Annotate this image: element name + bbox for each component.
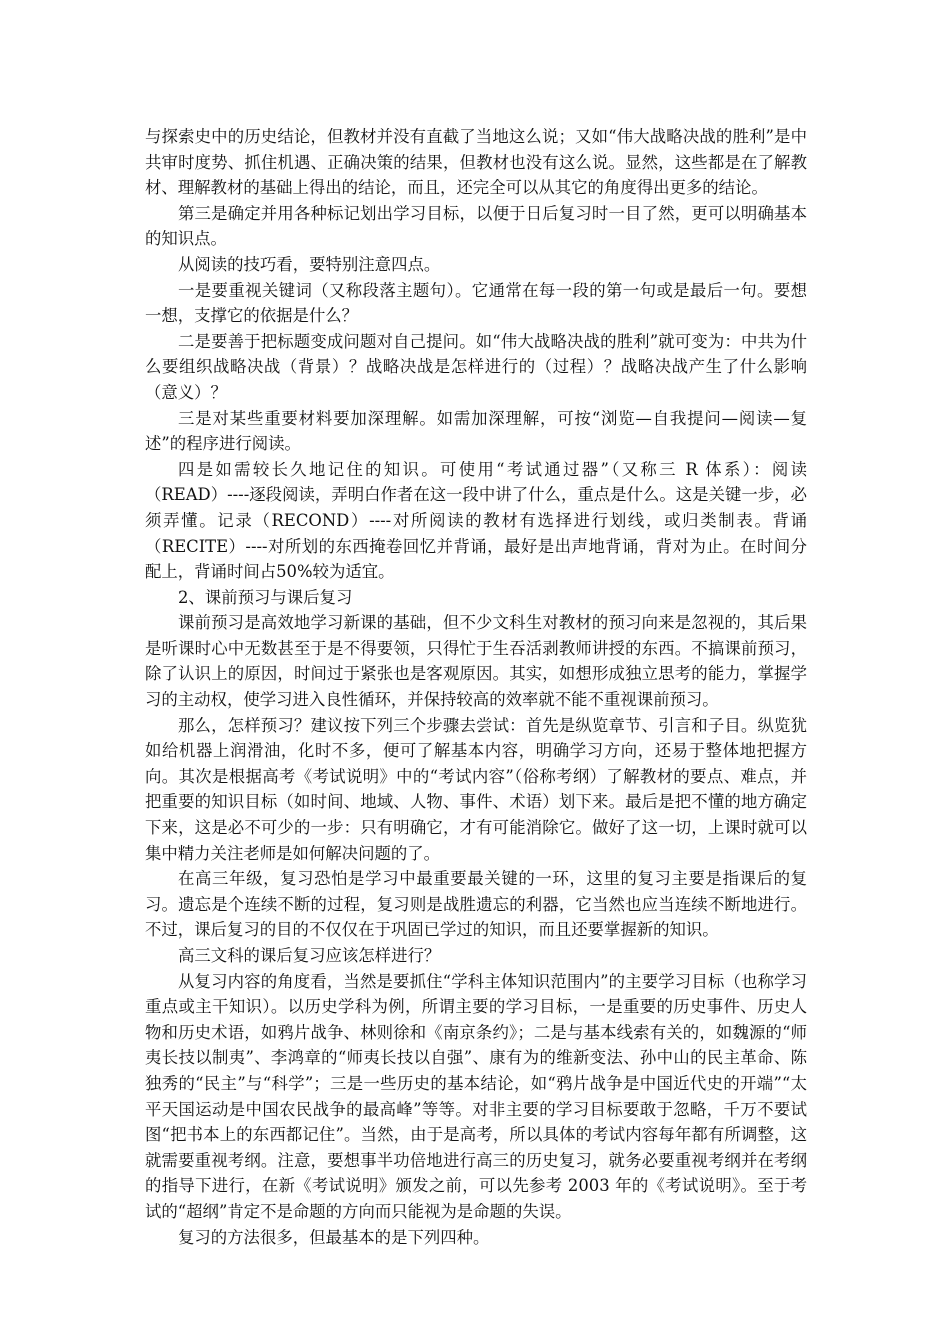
- paragraph-9: 课前预习是高效地学习新课的基础，但不少文科生对教材的预习向来是忽视的，其后果是听课时心中无数甚至于是不得要领，只得忙于生吞活剥教师讲授的东西。不搞课前预习，除了认识上的原因，时间过于紧张也是客观原因。其实，如想形成独立思考的能力，掌握学习的主动权，使学习进入良性循环，并保持较高的效率就不能不重视课前预习。: [145, 613, 807, 710]
- paragraph-4: 一是要重视关键词（又称段落主题句）。它通常在每一段的第一句或是最后一句。要想一想，支撑它的依据是什么？: [145, 280, 807, 326]
- paragraph-3: 从阅读的技巧看，要特别注意四点。: [178, 254, 441, 274]
- paragraph-1: 与探索史中的历史结论，但教材并没有直截了当地这么说；又如“伟大战略决战的胜利”是中共审时度势、抓住机遇、正确决策的结果，但教材也没有这么说。显然，这些都是在了解教材、理解教材的基础上得出的结论，而且，还完全可以从其它的角度得出更多的结论。: [145, 127, 807, 198]
- paragraph-7: 四是如需较长久地记住的知识。可使用“考试通过器”（又称三 R 体系）：阅读（READ）----逐段阅读，弄明白作者在这一段中讲了什么，重点是什么。这是关键一步，必须弄懂。记录（RECOND）----对所阅读的教材有选择进行划线，或归类制表。背诵（RECITE）----对所划的东西掩卷回忆并背诵，最好是出声地背诵，背对为止。在时间分配上，背诵时间占50%较为适宜。: [145, 459, 807, 582]
- paragraph-12: 高三文科的课后复习应该怎样进行？: [178, 946, 441, 965]
- paragraph-14: 复习的方法很多，但最基本的是下列四种。: [178, 1227, 490, 1247]
- paragraph-2: 第三是确定并用各种标记划出学习目标，以便于日后复习时一目了然，更可以明确基本的知识点。: [145, 203, 807, 249]
- paragraph-5: 二是要善于把标题变成问题对自己提问。如“伟大战略决战的胜利”就可变为：中共为什么要组织战略决战（背景）？战略决战是怎样进行的（过程）？战略决战产生了什么影响（意义）？: [145, 331, 807, 402]
- paragraph-11: 在高三年级，复习恐怕是学习中最重要最关键的一环，这里的复习主要是指课后的复习。遗忘是个连续不断的过程，复习则是战胜遗忘的利器，它当然也应当连续不断地进行。不过，课后复习的目的不仅仅在于巩固已学过的知识，而且还要掌握新的知识。: [145, 869, 807, 940]
- section-heading: 2、课前预习与课后复习: [178, 587, 353, 607]
- paragraph-13: 从复习内容的角度看，当然是要抓住“学科主体知识范围内”的主要学习目标（也称学习重点或主干知识）。以历史学科为例，所谓主要的学习目标，一是重要的历史事件、历史人物和历史术语，如鸦片战争、林则徐和《南京条约》；二是与基本线索有关的，如魏源的“师夷长技以制夷”、李鸿章的“师夷长技以自强”、康有为的维新变法、孙中山的民主革命、陈独秀的“民主”与“科学”；三是一些历史的基本结论，如“鸦片战争是中国近代史的开端”“太平天国运动是中国农民战争的最高峰”等等。对非主要的学习目标要敢于忽略，千万不要试图“把书本上的东西都记住”。当然，由于是高考，所以具体的考试内容每年都有所调整，这就需要重视考纲。注意，要想事半功倍地进行高三的历史复习，就务必要重视考纲并在考纲的指导下进行，在新《考试说明》颁发之前，可以先参考 2003 年的《考试说明》。至于考试的“超纲”肯定不是命题的方向而只能视为是命题的失误。: [145, 971, 807, 1221]
- paragraph-10: 那么，怎样预习？建议按下列三个步骤去尝试：首先是纵览章节、引言和子目。纵览犹如给机器上润滑油，化时不多，便可了解基本内容，明确学习方向，还易于整体地把握方向。其次是根据高考《考试说明》中的“考试内容”（俗称考纲）了解教材的要点、难点，并把重要的知识目标（如时间、地域、人物、事件、术语）划下来。最后是把不懂的地方确定下来，这是必不可少的一步：只有明确它，才有可能消除它。做好了这一切，上课时就可以集中精力关注老师是如何解决问题的了。: [145, 715, 807, 863]
- paragraph-6: 三是对某些重要材料要加深理解。如需加深理解，可按“浏览—自我提问—阅读—复述”的程序进行阅读。: [145, 408, 807, 454]
- document-body: [145, 124, 807, 1250]
